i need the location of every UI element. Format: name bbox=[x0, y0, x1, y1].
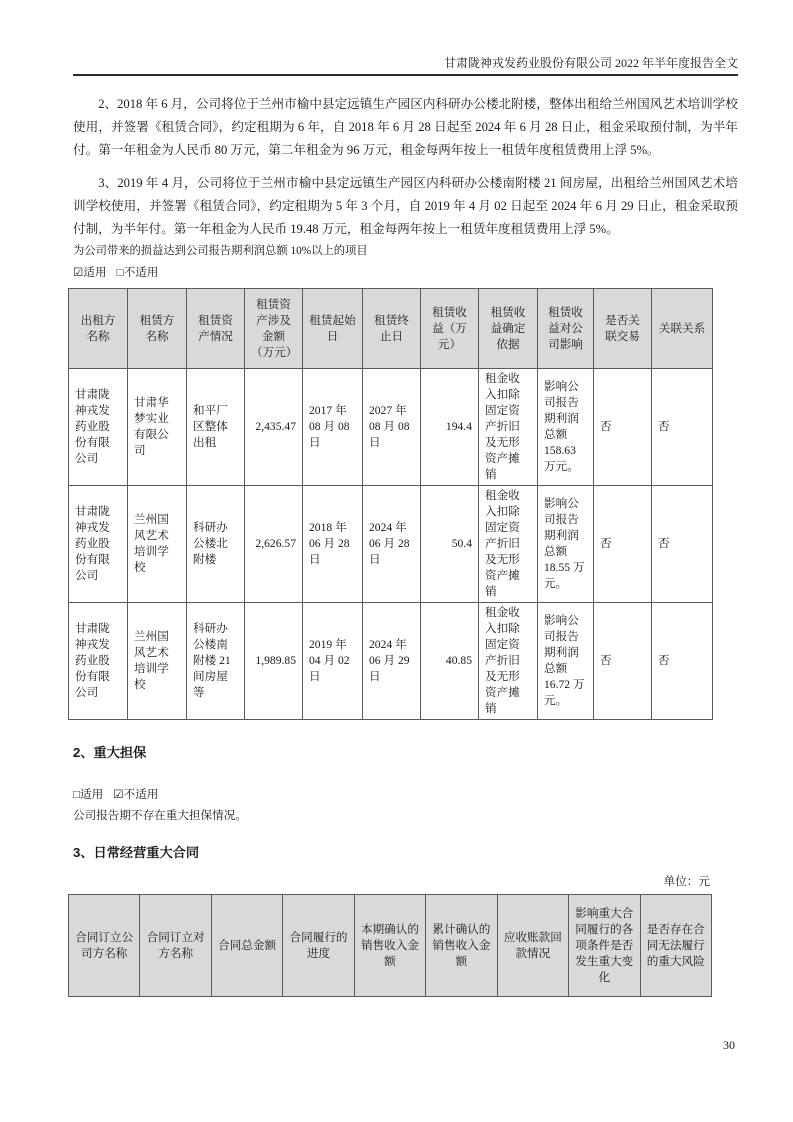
col-header-period-revenue: 本期确认的销售收入金额 bbox=[354, 895, 425, 997]
cell-end-date: 2024 年 06 月 29 日 bbox=[363, 603, 421, 720]
paragraph-lease-2: 2、2018 年 6 月，公司将位于兰州市榆中县定远镇生产园区内科研办公楼北附楼，整体出租给兰州国风艺术培训学校使用，并签署《租赁合同》，约定租期为 6 年，自 2018 年 6 月 28 日起至 2024 年 6 月 28 日止，租金采取预付制，为半年付。第一年租金为人民币 80 万元，第二年租金为 96 万元，租金每两年按上一租赁年度租赁费用上浮 5%。 bbox=[73, 97, 738, 158]
cell-start-date: 2017 年 08 月 08 日 bbox=[303, 369, 363, 486]
cell-lessor: 甘肃陇神戎发药业股份有限公司 bbox=[69, 369, 128, 486]
col-header-performance-risk: 是否存在合同无法履行的重大风险 bbox=[640, 895, 712, 997]
cell-impact: 影响公司报告期利润总额 158.63 万元。 bbox=[538, 369, 594, 486]
col-header-income: 租赁收益（万元） bbox=[421, 289, 479, 369]
page-content bbox=[73, 55, 738, 997]
cell-asset: 科研办公楼南附楼 21 间房屋等 bbox=[187, 603, 245, 720]
col-header-amount: 租赁资产涉及金额（万元） bbox=[245, 289, 303, 369]
cell-lessor: 甘肃陇神戎发药业股份有限公司 bbox=[69, 603, 128, 720]
profit-applicable-line bbox=[73, 265, 738, 281]
unit-label: 单位：元 bbox=[663, 875, 710, 889]
cell-start-date: 2018 年 06 月 28 日 bbox=[303, 486, 363, 603]
col-header-counterparty: 合同订立对方名称 bbox=[140, 895, 211, 997]
contracts-table-header-row bbox=[69, 895, 712, 997]
col-header-material-change: 影响重大合同履行的各项条件是否发生重大变化 bbox=[569, 895, 640, 997]
cell-relation: 否 bbox=[652, 369, 713, 486]
lease-income-table bbox=[68, 288, 713, 720]
lease-table-header-row bbox=[69, 289, 713, 369]
guarantee-note: 公司报告期不存在重大担保情况。 bbox=[73, 809, 247, 823]
cell-lessee: 兰州国风艺术培训学校 bbox=[128, 486, 187, 603]
table-row bbox=[69, 603, 713, 720]
section-heading-contracts: 3、日常经营重大合同 bbox=[73, 845, 200, 861]
cell-basis: 租金收入扣除固定资产折旧及无形资产摊销 bbox=[479, 486, 538, 603]
checkbox-applicable-unchecked: □适用 bbox=[73, 788, 104, 802]
col-header-basis: 租赁收益确定依据 bbox=[479, 289, 538, 369]
cell-impact: 影响公司报告期利润总额 18.55 万元。 bbox=[538, 486, 594, 603]
col-header-receivables: 应收账款回款情况 bbox=[497, 895, 568, 997]
col-header-related-txn: 是否关联交易 bbox=[594, 289, 652, 369]
cell-related-txn: 否 bbox=[594, 486, 652, 603]
cell-amount: 2,626.57 bbox=[245, 486, 303, 603]
checkbox-not-applicable-unchecked: □不适用 bbox=[116, 266, 159, 280]
checkbox-applicable-checked: ☑适用 bbox=[73, 266, 107, 280]
cell-basis: 租金收入扣除固定资产折旧及无形资产摊销 bbox=[479, 369, 538, 486]
checkbox-not-applicable-checked: ☑不适用 bbox=[113, 788, 159, 802]
col-header-company-party: 合同订立公司方名称 bbox=[69, 895, 140, 997]
col-header-total-amount: 合同总金额 bbox=[211, 895, 282, 997]
cell-relation: 否 bbox=[652, 603, 713, 720]
cell-lessor: 甘肃陇神戎发药业股份有限公司 bbox=[69, 486, 128, 603]
cell-relation: 否 bbox=[652, 486, 713, 603]
cell-lessee: 兰州国风艺术培训学校 bbox=[128, 603, 187, 720]
col-header-end-date: 租赁终止日 bbox=[363, 289, 421, 369]
cell-start-date: 2019 年 04 月 02 日 bbox=[303, 603, 363, 720]
cell-asset: 和平厂区整体出租 bbox=[187, 369, 245, 486]
table-row bbox=[69, 369, 713, 486]
guarantee-applicable-line bbox=[73, 787, 738, 803]
cell-lessee: 甘肃华梦实业有限公司 bbox=[128, 369, 187, 486]
cell-asset: 科研办公楼北附楼 bbox=[187, 486, 245, 603]
cell-related-txn: 否 bbox=[594, 369, 652, 486]
cell-income: 50.4 bbox=[421, 486, 479, 603]
col-header-progress: 合同履行的进度 bbox=[283, 895, 354, 997]
col-header-asset: 租赁资产情况 bbox=[187, 289, 245, 369]
page-number: 30 bbox=[723, 1038, 735, 1052]
col-header-impact: 租赁收益对公司影响 bbox=[538, 289, 594, 369]
cell-end-date: 2027 年 08 月 08 日 bbox=[363, 369, 421, 486]
cell-related-txn: 否 bbox=[594, 603, 652, 720]
col-header-cumulative-revenue: 累计确认的销售收入金额 bbox=[426, 895, 497, 997]
cell-basis: 租金收入扣除固定资产折旧及无形资产摊销 bbox=[479, 603, 538, 720]
section-heading-guarantee: 2、重大担保 bbox=[73, 745, 147, 761]
document-header-title: 甘肃陇神戎发药业股份有限公司 2022 年半年度报告全文 bbox=[73, 55, 738, 76]
cell-amount: 1,989.85 bbox=[245, 603, 303, 720]
col-header-start-date: 租赁起始日 bbox=[303, 289, 363, 369]
cell-impact: 影响公司报告期利润总额 16.72 万元。 bbox=[538, 603, 594, 720]
cell-income: 194.4 bbox=[421, 369, 479, 486]
major-contracts-table bbox=[68, 894, 712, 997]
cell-amount: 2,435.47 bbox=[245, 369, 303, 486]
col-header-relation: 关联关系 bbox=[652, 289, 713, 369]
col-header-lessee: 租赁方名称 bbox=[128, 289, 187, 369]
paragraph-lease-3: 3、2019 年 4 月，公司将位于兰州市榆中县定远镇生产园区内科研办公楼南附楼 21 间房屋，出租给兰州国风艺术培训学校使用，并签署《租赁合同》，约定租期为 5 年 3 个月，自 2019 年 4 月 02 日起至 2024 年 6 月 29 日止，租金采取预付制，为半年付。第一年租金为人民币 19.48 万元，租金每两年按上一租赁年度租赁费用上浮 5%。 bbox=[73, 175, 738, 237]
cell-end-date: 2024 年 06 月 28 日 bbox=[363, 486, 421, 603]
table-row bbox=[69, 486, 713, 603]
profit-items-intro: 为公司带来的损益达到公司报告期利润总额 10%以上的项目 bbox=[73, 245, 368, 258]
cell-income: 40.85 bbox=[421, 603, 479, 720]
col-header-lessor: 出租方名称 bbox=[69, 289, 128, 369]
